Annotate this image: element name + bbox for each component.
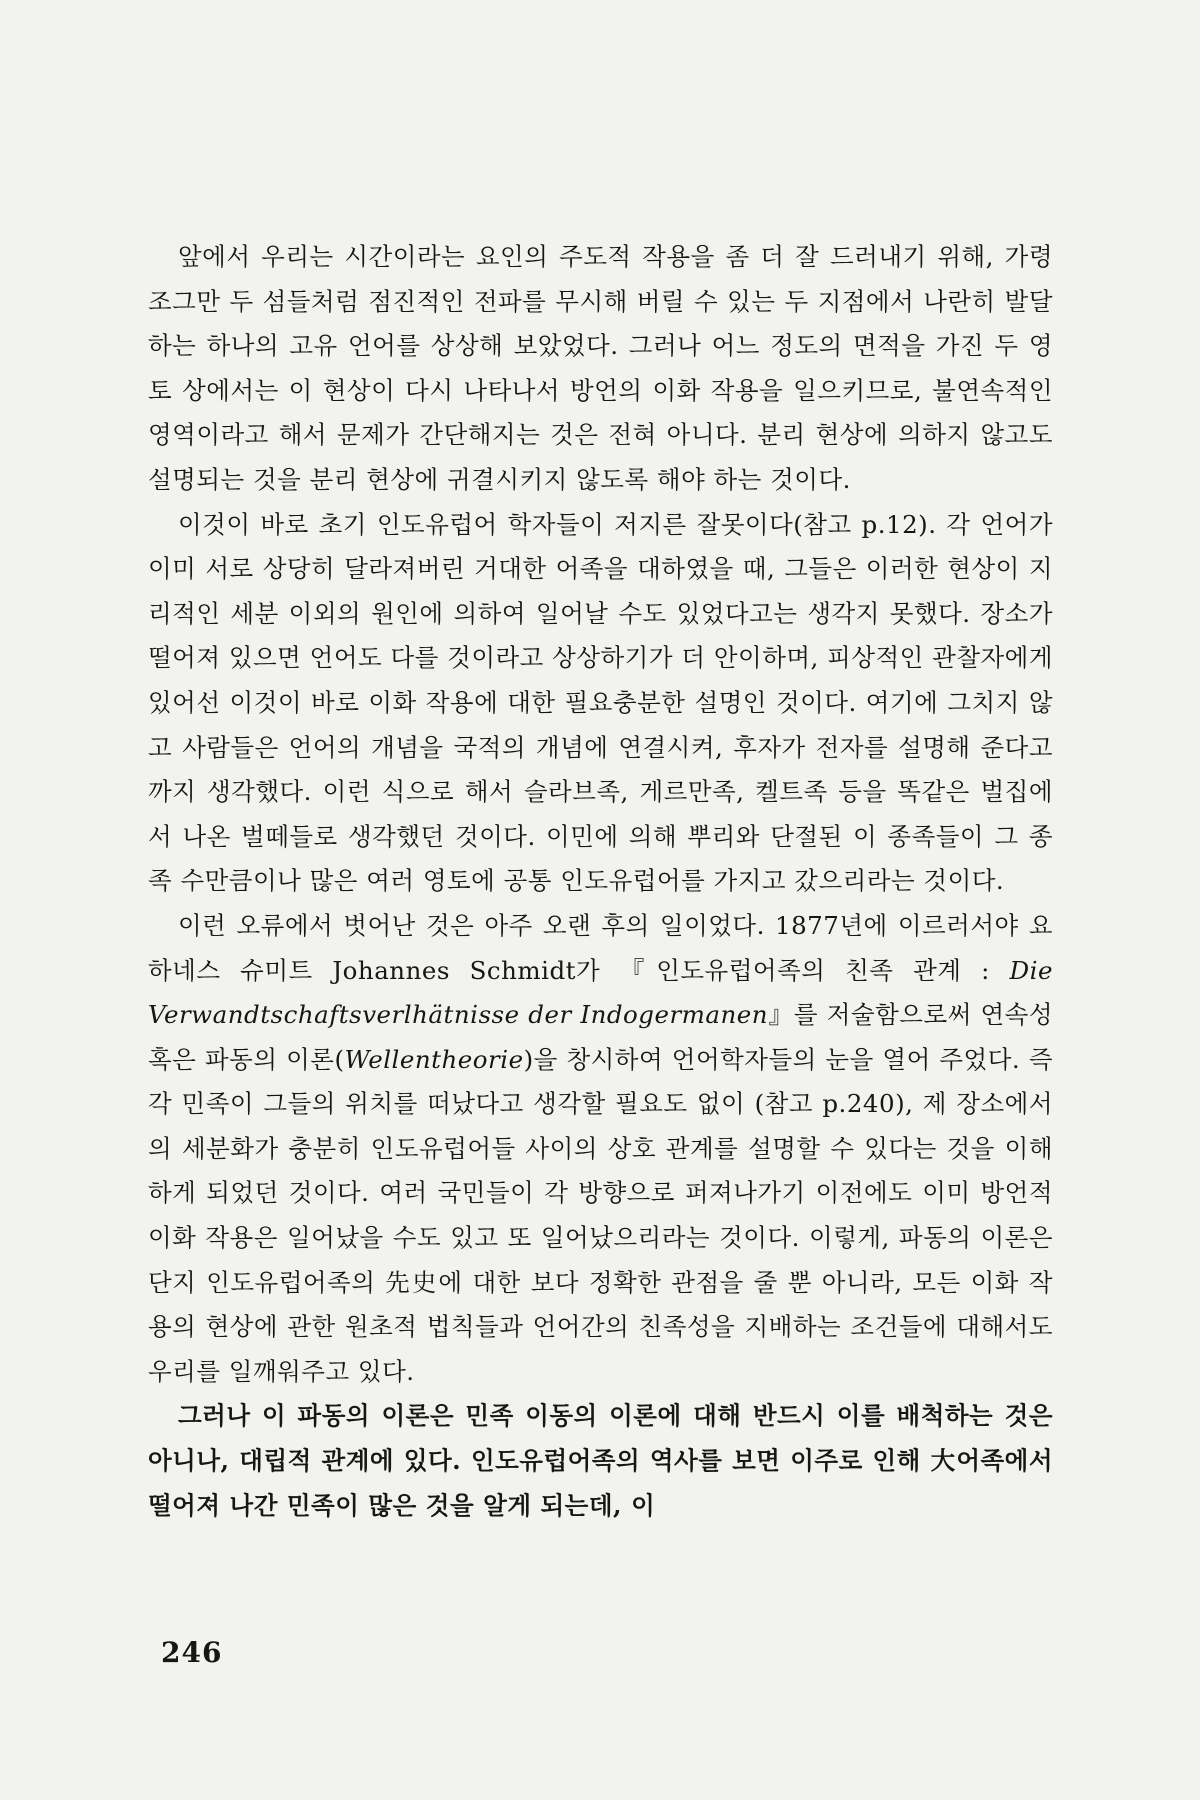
paragraph-1: 앞에서 우리는 시간이라는 요인의 주도적 작용을 좀 더 잘 드러내기 위해, 가령 조그만 두 섬들처럼 점진적인 전파를 무시해 버릴 수 있는 두 지점에서 나란히 발달하는 하나의 고유 언어를 상상해 보았었다. 그러나 어느 정도의 면적을 가진 두 영토 상에서는 이 현상이 다시 나타나서 방언의 이화 작용을 일으키므로, 불연속적인 영역이라고 해서 문제가 간단해지는 것은 전혀 아니다. 분리 현상에 의하지 않고도 설명되는 것을 분리 현상에 귀결시키지 않도록 해야 하는 것이다. [148,242,1053,494]
page-number: 246 [161,1636,223,1669]
paragraph-3-text-c: )을 창시하여 언어학자들의 눈을 열어 주었다. 즉 각 민족이 그들의 위치를 떠났다고 생각할 필요도 없이 (참고 p.240), 제 장소에서의 세분화가 충분히 인도유럽어들 사이의 상호 관계를 설명할 수 있다는 것을 이해하게 되었던 것이다. 여러 국민들이 각 방향으로 퍼져나가기 이전에도 이미 방언적 이화 작용은 일어났을 수도 있고 또 일어났으리라는 것이다. 이렇게, 파동의 이론은 단지 인도유럽어족의 先史에 대한 보다 정확한 관점을 줄 뿐 아니라, 모든 이화 작용의 현상에 관한 원초적 법칙들과 언어간의 친족성을 지배하는 조건들에 대해서도 우리를 일깨워주고 있다. [148,1044,1053,1386]
paragraph-3-text-a: 이런 오류에서 벗어난 것은 아주 오랜 후의 일이었다. 1877년에 이르러서야 요하네스 슈미트 Johannes Schmidt가 『인도유럽어족의 친족 관계 : [148,910,1053,985]
body-text [148,235,1053,1528]
paragraph-4: 그러나 이 파동의 이론은 민족 이동의 이론에 대해 반드시 이를 배척하는 것은 아니나, 대립적 관계에 있다. 인도유럽어족의 역사를 보면 이주로 인해 大어족에서 떨어져 나간 민족이 많은 것을 알게 되는데, 이 [148,1401,1053,1520]
book-title-italic: Die Verwandtschaftsverlhätnisse der Indogermanen [148,955,1053,1030]
paragraph-3 [148,904,1053,1395]
paragraph-2: 이것이 바로 초기 인도유럽어 학자들이 저지른 잘못이다(참고 p.12). 각 언어가 이미 서로 상당히 달라져버린 거대한 어족을 대하였을 때, 그들은 이러한 현상이 지리적인 세분 이외의 원인에 의하여 일어날 수도 있었다고는 생각지 못했다. 장소가 떨어져 있으면 언어도 다를 것이라고 상상하기가 더 안이하며, 피상적인 관찰자에게 있어선 이것이 바로 이화 작용에 대한 필요충분한 설명인 것이다. 여기에 그치지 않고 사람들은 언어의 개념을 국적의 개념에 연결시켜, 후자가 전자를 설명해 준다고까지 생각했다. 이런 식으로 해서 슬라브족, 게르만족, 켈트족 등을 똑같은 벌집에서 나온 벌떼들로 생각했던 것이다. 이민에 의해 뿌리와 단절된 이 종족들이 그 종족 수만큼이나 많은 여러 영토에 공통 인도유럽어를 가지고 갔으리라는 것이다. [148,509,1053,896]
wellentheorie-term: Wellentheorie [344,1044,524,1074]
paragraph-3-text-b: 』를 저술함으로써 연속성 혹은 파동의 이론( [148,1000,1053,1074]
